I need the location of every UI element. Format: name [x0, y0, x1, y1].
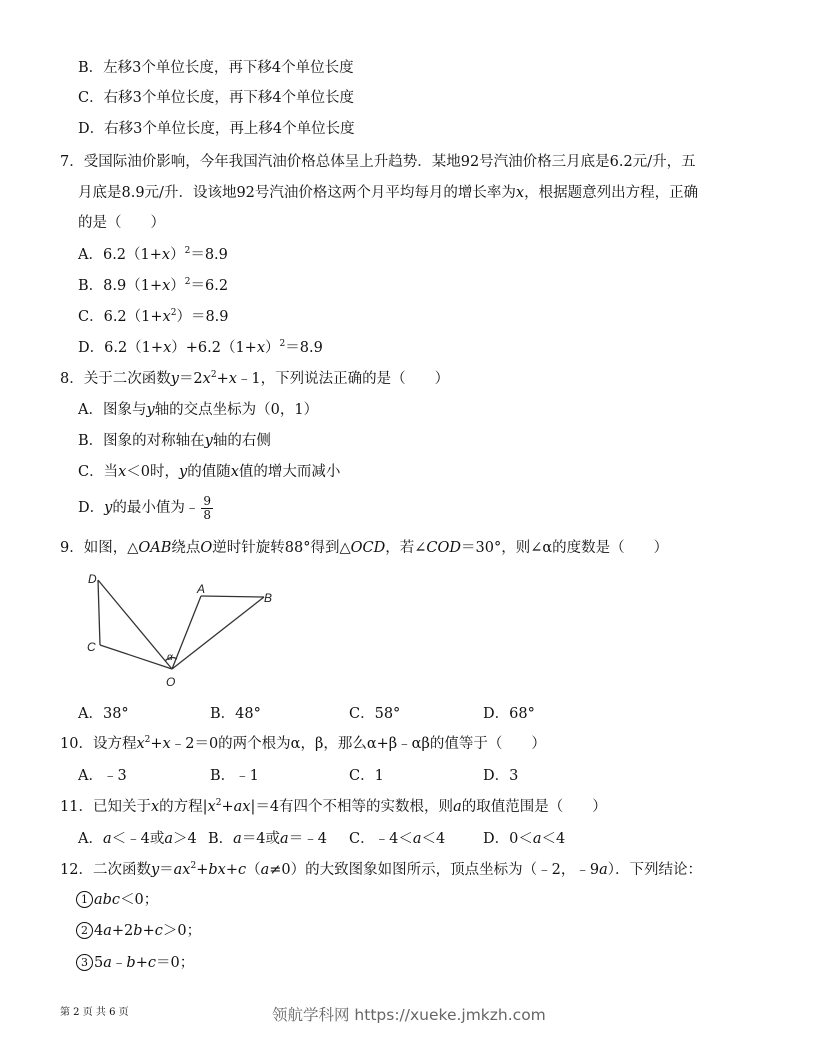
q12-item2-text: ＞0； [162, 923, 202, 939]
q8-stem [60, 369, 449, 389]
q8-text: + [216, 371, 229, 387]
q11-var: x [150, 799, 160, 815]
q12-var: a [599, 862, 608, 878]
label-a: A [197, 582, 206, 596]
q11-d-text: D．0＜ [483, 831, 533, 847]
q7-d-text: ＝8.9 [285, 340, 323, 356]
q12-text: + [225, 862, 238, 878]
q7-d-text: ） [265, 340, 280, 356]
q9-text: 逆时针旋转88°得到△ [212, 540, 351, 556]
q8-c-var: x [230, 464, 239, 480]
q11-a-var: a [164, 831, 174, 847]
q11-b-var: a [233, 831, 242, 847]
q11-var: a [453, 799, 462, 815]
q12-item2-var: a [103, 923, 112, 939]
q12-var: c [238, 862, 247, 878]
q8-var: x [202, 371, 211, 387]
q12-var: a [260, 862, 270, 878]
q12-stem [60, 860, 702, 880]
q11-option-c [349, 829, 445, 849]
q12-item3-text: 5 [94, 955, 104, 971]
q7-stem-line3: 的是（ ） [78, 215, 165, 231]
q10-var: x [162, 736, 171, 752]
q8-c-text: C．当 [78, 464, 119, 480]
q8-c-text: 的值随 [187, 464, 231, 480]
label-o: O [166, 675, 176, 689]
q9-option-a: A．38° [78, 706, 129, 722]
q11-text: |＝4有四个不相等的实数根，则 [250, 799, 454, 815]
circled-number: 3 [76, 954, 93, 971]
q8-c-text: 值的增大而减小 [238, 464, 341, 480]
q11-d-var: a [532, 831, 542, 847]
q8-text: ﹣1，下列说法正确的是（ ） [236, 371, 450, 387]
q9-text: 9．如图，△ [60, 540, 139, 556]
q9-var: COD [426, 540, 462, 556]
q12-text: （ [246, 862, 261, 878]
q7-a-text: ＝8.9 [190, 247, 228, 263]
q8-b-var: y [204, 433, 213, 449]
q7-d-var: x [163, 340, 172, 356]
q12-item3-var: a [103, 955, 112, 971]
q12-text: ）．下列结论： [607, 862, 703, 878]
q12-var: y [150, 862, 160, 878]
q10-option-d: D．3 [483, 768, 519, 784]
segment-ab [201, 596, 264, 597]
q7-c-exp: 2 [170, 308, 177, 318]
watermark-text: 领航学科网 https://xueke.jmkzh.com [272, 1006, 546, 1024]
q11-text: 11．已知关于 [60, 799, 151, 815]
q12-item3-var: b [126, 955, 136, 971]
q11-text: 的方程| [159, 799, 208, 815]
q9-var: OAB [138, 540, 172, 556]
q8-var: y [170, 371, 179, 387]
q7-stem-line2 [78, 183, 698, 203]
q11-option-b [208, 829, 327, 849]
q7-a-exp: 2 [184, 246, 191, 256]
q12-item3-text: + [135, 955, 148, 971]
q11-c-text: ＜4 [421, 831, 446, 847]
page-number: 第 2 页 共 6 页 [60, 1007, 129, 1018]
q12-var: ax [173, 862, 191, 878]
q7-d-var: x [256, 340, 266, 356]
q8-a-text: 轴的交点坐标为（0，1） [154, 402, 319, 418]
q12-var: bx [208, 862, 226, 878]
q12-item3-text: ＝0； [155, 955, 195, 971]
q7-c-text: C．6.2（1+ [78, 309, 163, 325]
q6-option-c: C．右移3个单位长度，再下移4个单位长度 [78, 90, 355, 106]
q10-option-b: B．﹣1 [210, 768, 259, 784]
q8-b-text: B．图象的对称轴在 [78, 433, 205, 449]
q8-d-text: D． [78, 500, 105, 516]
q8-d-text: 的最小值为﹣ [112, 500, 200, 516]
q7-d-text: ）+6.2（1+ [171, 340, 257, 356]
q9-var: OCD [350, 540, 386, 556]
q7-b-exp: 2 [184, 277, 191, 287]
q12-item2-var: b [133, 923, 143, 939]
q12-text: ＝ [159, 862, 174, 878]
label-b: B [264, 591, 273, 605]
q12-item-3 [76, 953, 194, 973]
q11-b-text: ＝﹣4 [288, 831, 327, 847]
q11-a-text: A． [78, 831, 103, 847]
q12-item1-var: abc [94, 892, 121, 908]
q6-option-b: B．左移3个单位长度，再下移4个单位长度 [78, 60, 354, 76]
q9-text: 绕点 [171, 540, 201, 556]
q7-b-var: x [162, 278, 171, 294]
q7-d-text: D．6.2（1+ [78, 340, 164, 356]
q7-c-var: x [162, 309, 171, 325]
q8-option-c [78, 462, 340, 482]
q8-a-text: A．图象与 [78, 402, 147, 418]
q12-item2-text: +2 [111, 923, 134, 939]
q10-option-c: C．1 [349, 768, 384, 784]
q9-text: ＝30°，则∠α的度数是（ ） [461, 540, 669, 556]
q11-exp: 2 [215, 798, 222, 808]
q11-c-text: C．﹣4＜ [349, 831, 413, 847]
q8-option-a [78, 400, 318, 420]
q7-option-c [78, 307, 229, 327]
q8-d-var: y [104, 500, 113, 516]
q7-b-text: ＝6.2 [190, 278, 229, 294]
q8-var: x [228, 371, 237, 387]
q8-text: ＝2 [178, 371, 203, 387]
q7-a-text: A．6.2（1+ [78, 247, 162, 263]
q11-a-text: ＜﹣4或 [111, 831, 165, 847]
q9-option-d: D．68° [483, 706, 535, 722]
q11-var: x [207, 799, 216, 815]
q10-stem [60, 734, 546, 754]
circled-number: 2 [76, 922, 93, 939]
q10-exp: 2 [144, 735, 151, 745]
q11-option-d [483, 829, 565, 849]
q9-stem [60, 538, 668, 558]
q11-d-text: ＜4 [541, 831, 566, 847]
q7-var: x [515, 185, 525, 201]
q11-b-text: ＝4或 [241, 831, 281, 847]
figure-lines [98, 580, 264, 669]
q12-item3-text: ﹣ [111, 955, 127, 971]
label-c: C [87, 640, 96, 654]
q7-stem-line1: 7．受国际油价影响，今年我国汽油价格总体呈上升趋势．某地92号汽油价格三月底是6.2元/升，五 [60, 154, 696, 170]
q7-b-text: ） [170, 278, 185, 294]
q7-stem-text: 月底是8.9元/升．设该地92号汽油价格这两个月平均每月的增长率为 [78, 185, 516, 201]
q12-item2-var: c [154, 923, 163, 939]
q12-item3-var: c [147, 955, 156, 971]
q7-option-a [78, 245, 228, 265]
q10-text: 10．设方程 [60, 736, 137, 752]
q11-stem [60, 797, 607, 817]
q9-var: O [200, 540, 213, 556]
q12-exp: 2 [190, 861, 197, 871]
q7-d-exp: 2 [279, 339, 286, 349]
q11-var: ax [233, 799, 251, 815]
q11-c-var: a [412, 831, 422, 847]
segment-dc [98, 580, 100, 645]
q12-item-1 [76, 890, 158, 910]
q7-option-b [78, 276, 228, 296]
q8-c-var: y [179, 464, 188, 480]
fraction-denominator: 8 [203, 507, 211, 522]
q10-text: + [150, 736, 163, 752]
q11-b-text: B． [208, 831, 234, 847]
q11-text: 的取值范围是（ ） [461, 799, 607, 815]
q12-text: 12．二次函数 [60, 862, 151, 878]
q9-text: ，若∠ [385, 540, 427, 556]
q12-text: + [196, 862, 209, 878]
q11-a-text: ＞4 [173, 831, 197, 847]
q8-text: 8．关于二次函数 [60, 371, 171, 387]
q7-option-d [78, 338, 323, 358]
q8-a-var: y [146, 402, 155, 418]
q9-option-b: B．48° [210, 706, 261, 722]
q8-option-b [78, 431, 271, 451]
fraction-numerator: 9 [203, 493, 211, 508]
q10-text: ﹣2＝0的两个根为α，β，那么α+β﹣αβ的值等于（ ） [170, 736, 546, 752]
label-alpha: α [167, 652, 173, 663]
segment-do [98, 580, 172, 669]
q8-d-fraction [201, 495, 213, 522]
q7-a-var: x [161, 247, 171, 263]
q6-option-d: D．右移3个单位长度，再上移4个单位长度 [78, 121, 355, 137]
q12-item-2 [76, 921, 201, 941]
q7-a-text: ） [170, 247, 185, 263]
q11-option-a [78, 829, 197, 849]
q11-a-var: a [102, 831, 112, 847]
q8-c-var: x [118, 464, 127, 480]
label-d: D [88, 572, 97, 586]
circled-number: 1 [76, 891, 93, 908]
q10-option-a: A．﹣3 [78, 768, 127, 784]
q10-var: x [136, 736, 145, 752]
q12-text: ≠0）的大致图象如图所示，顶点坐标为（﹣2，﹣9 [269, 862, 600, 878]
q7-c-text: ）＝8.9 [176, 309, 229, 325]
q8-option-d [78, 493, 213, 523]
q7-stem-text: ，根据题意列出方程，正确 [524, 185, 699, 201]
rotation-triangle-figure [76, 567, 296, 692]
q11-b-var: a [280, 831, 289, 847]
q8-b-text: 轴的右侧 [212, 433, 271, 449]
q8-c-text: ＜0时， [126, 464, 180, 480]
q11-text: + [221, 799, 234, 815]
q12-item2-text: 4 [94, 923, 104, 939]
q12-item2-text: + [142, 923, 155, 939]
q8-exp: 2 [210, 370, 217, 380]
q12-item1-text: ＜0； [120, 892, 159, 908]
q7-b-text: B．8.9（1+ [78, 278, 163, 294]
q9-option-c: C．58° [349, 706, 401, 722]
